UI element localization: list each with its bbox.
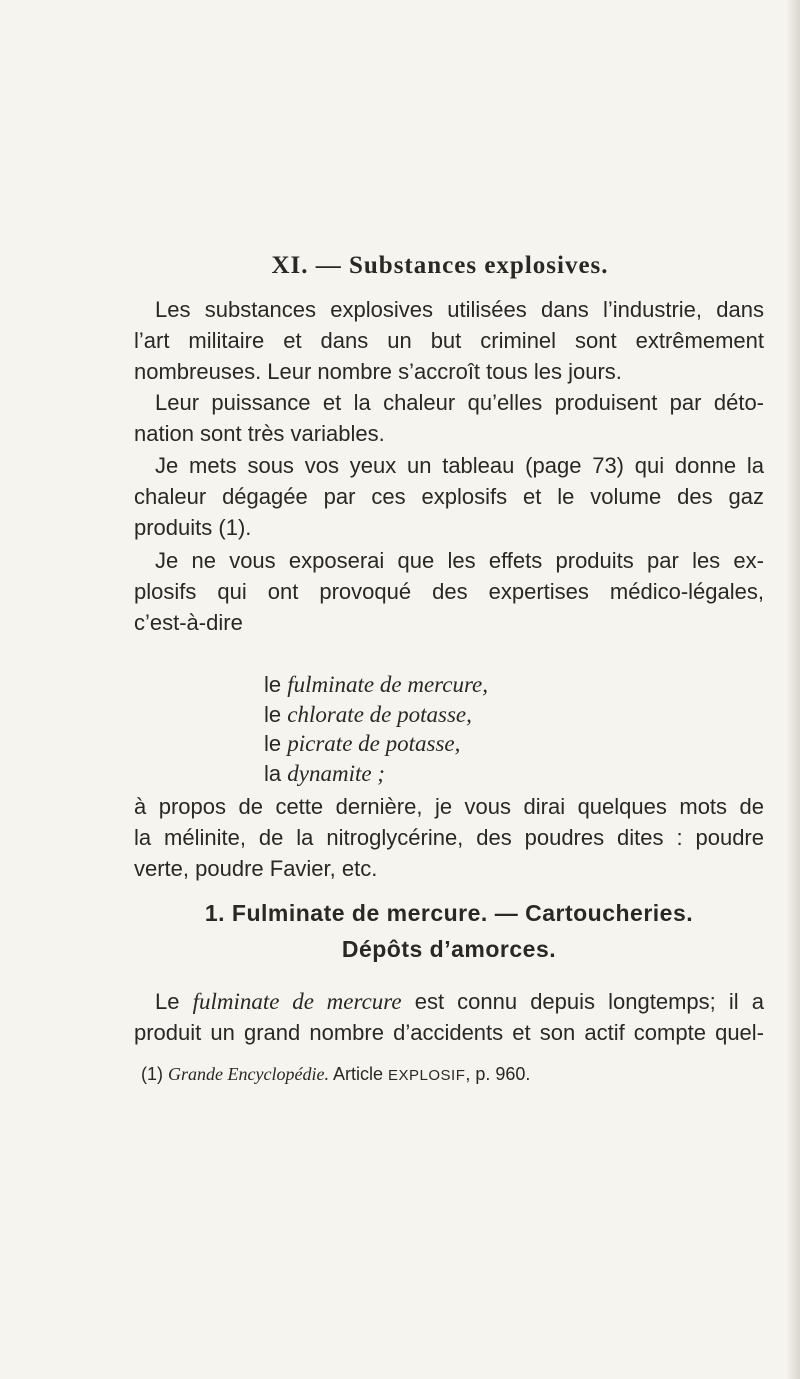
list-item: le fulminate de mercure, xyxy=(264,672,489,697)
explosives-list xyxy=(264,670,488,788)
paragraph-6 xyxy=(134,987,764,1049)
text-line: plosifs qui ont provoqué des expertises médico-légales, xyxy=(134,578,764,604)
text-line: c’est-à-dire xyxy=(134,609,243,635)
text-line: produits (1). xyxy=(134,514,252,540)
paragraph-1 xyxy=(134,295,764,387)
text-line: verte, poudre Favier, etc. xyxy=(134,855,378,881)
section-heading-line-2: Dépôts d’amorces. xyxy=(341,936,557,962)
list-item: la dynamite ; xyxy=(264,760,385,786)
text-line: produit un grand nombre d’accidents et son actif compte quel- xyxy=(134,1019,764,1045)
paragraph-2 xyxy=(134,388,764,450)
text-line: Je mets sous vos yeux un tableau (page 73) qui donne la xyxy=(155,453,764,478)
text-line: nombreuses. Leur nombre s’accroît tous les jours. xyxy=(134,358,622,384)
page-edge-shadow xyxy=(786,0,800,1379)
section-heading-line-1: 1. Fulminate de mercure. — Cartoucheries. xyxy=(204,900,694,926)
text-line: Leur puissance et la chaleur qu’elles produisent par déto- xyxy=(155,390,764,415)
text-line: la mélinite, de la nitroglycérine, des poudres dites : poudre xyxy=(134,824,764,850)
list-item: le chlorate de potasse, xyxy=(264,701,472,727)
paragraph-5 xyxy=(134,792,764,884)
text-line: Le fulminate de mercure est connu depuis longtemps; il a xyxy=(155,989,764,1014)
text-line: Les substances explosives utilisées dans l’industrie, dans xyxy=(155,297,764,322)
text-line: à propos de cette dernière, je vous dirai quelques mots de xyxy=(134,794,764,819)
text-line: Je ne vous exposerai que les effets produits par les ex- xyxy=(155,548,764,573)
text-line: l’art militaire et dans un but criminel sont extrêmement xyxy=(134,327,764,353)
list-item: le picrate de potasse, xyxy=(264,731,461,756)
footnote: (1) Grande Encyclopédie. Article EXPLOSIF, p. 960. xyxy=(141,1064,531,1084)
text-line: nation sont très variables. xyxy=(134,420,385,446)
paragraph-4 xyxy=(134,546,764,638)
text-line: chaleur dégagée par ces explosifs et le volume des gaz xyxy=(134,483,764,509)
paragraph-3 xyxy=(134,451,764,543)
chapter-title: XI. — Substances explosives. xyxy=(271,252,609,279)
